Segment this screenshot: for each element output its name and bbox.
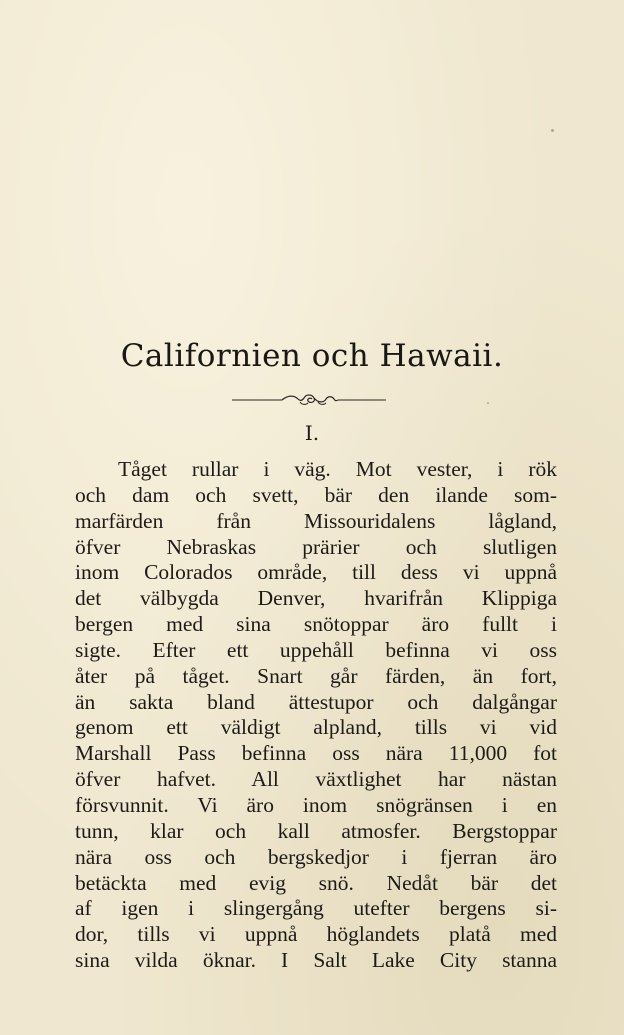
text-line: tunn, klar och kall atmosfer. Bergstoppar (75, 818, 557, 843)
body-paragraph (75, 457, 557, 974)
paper-speck (487, 402, 489, 404)
text-line: nära oss och bergskedjor i fjerran äro (75, 844, 557, 869)
section-number: I. (304, 421, 320, 445)
text-line: marfärden från Missouridalens lågland, (75, 508, 557, 533)
text-line: Tåget rullar i väg. Mot vester, i rök (118, 457, 557, 481)
text-line: af igen i slingergång utefter bergens si- (75, 896, 557, 921)
text-line: än sakta bland ättestupor och dalgångar (75, 689, 557, 714)
text-line: det välbygda Denver, hvarifrån Klippiga (75, 586, 557, 611)
text-line: sina vilda öknar. I Salt Lake City stanna (75, 948, 557, 973)
text-line: inom Colorados område, till dess vi uppnå (75, 560, 557, 585)
chapter-title: Californien och Hawaii. (120, 338, 504, 374)
text-line: Marshall Pass befinna oss nära 11,000 fot (75, 741, 557, 766)
text-line: sigte. Efter ett uppehåll befinna vi oss (75, 637, 557, 662)
text-line: öfver Nebraskas prärier och slutligen (75, 534, 557, 559)
text-line: genom ett väldigt alpland, tills vi vid (75, 715, 557, 740)
text-line: åter på tåget. Snart går färden, än fort, (75, 663, 557, 688)
text-line: dor, tills vi uppnå höglandets platå med (75, 922, 557, 947)
ornamental-divider (230, 392, 390, 408)
text-line: bergen med sina snötoppar äro fullt i (75, 612, 557, 637)
text-line: försvunnit. Vi äro inom snögränsen i en (75, 792, 557, 817)
text-line: och dam och svett, bär den ilande som- (75, 482, 557, 507)
paper-speck (551, 129, 554, 132)
text-line: öfver hafvet. All växtlighet har nästan (75, 767, 557, 792)
text-line: betäckta med evig snö. Nedåt bär det (75, 870, 557, 895)
